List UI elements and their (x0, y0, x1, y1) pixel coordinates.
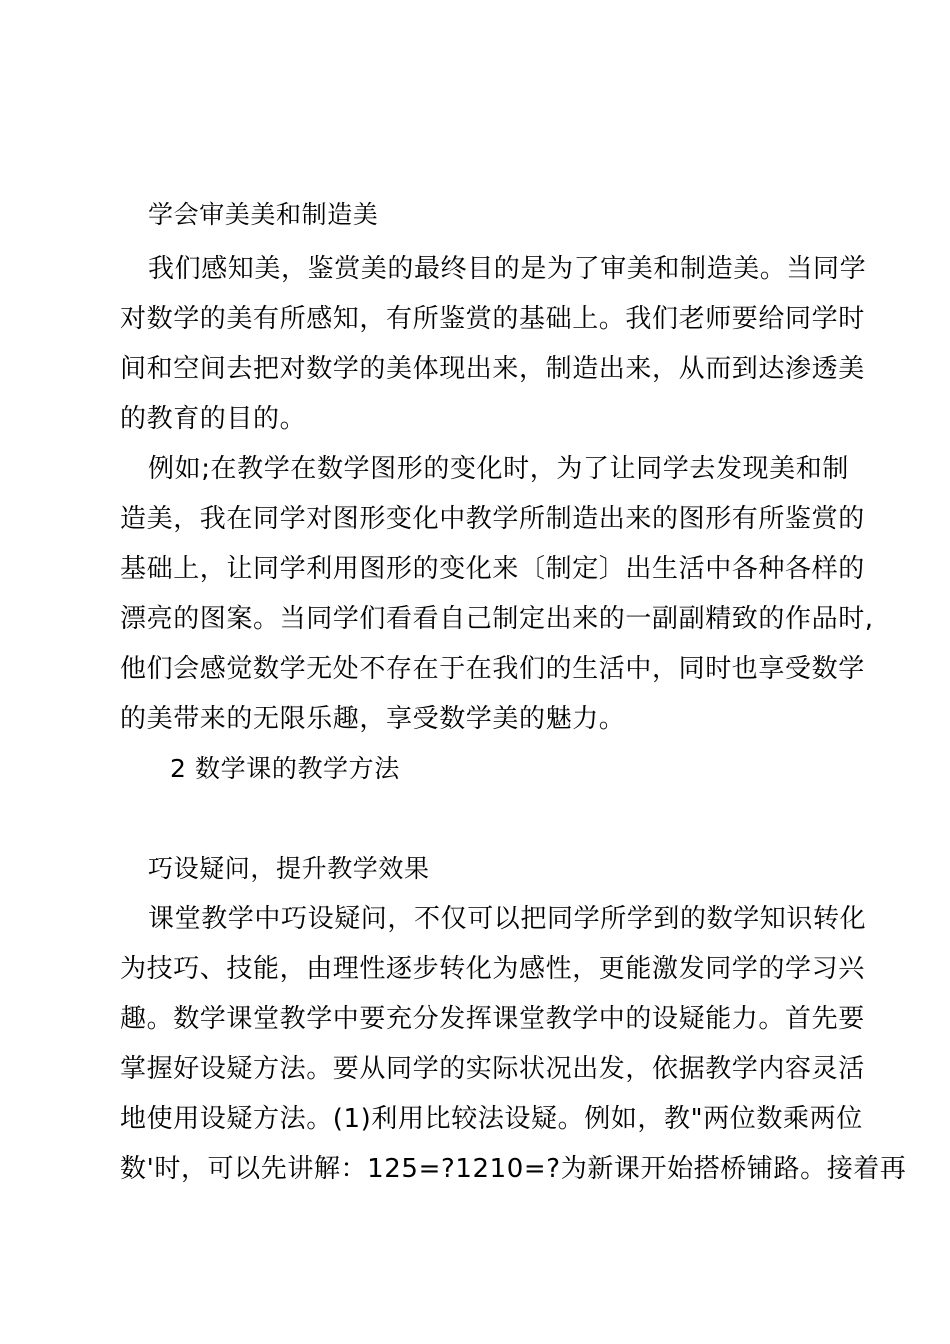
section-heading-teaching-methods: 2 数学课的教学方法 (170, 754, 400, 783)
paragraph-line: 数'时，可以先讲解：125=?1210=?为新课开始搭桥铺路。接着再 (120, 1154, 907, 1184)
paragraph-line: 的美带来的无限乐趣，享受数学美的魅力。 (120, 704, 626, 734)
paragraph-line: 趣。数学课堂教学中要充分发挥课堂教学中的设疑能力。首先要 (120, 1004, 865, 1034)
section-heading-aesthetics: 学会审美美和制造美 (148, 200, 379, 229)
paragraph-line: 漂亮的图案。当同学们看看自己制定出来的一副副精致的作品时, (120, 604, 874, 634)
paragraph-line: 他们会感觉数学无处不存在于在我们的生活中，同时也享受数学 (120, 654, 865, 684)
paragraph-line: 基础上，让同学利用图形的变化来〔制定〕出生活中各种各样的 (120, 554, 865, 584)
section-heading-questioning: 巧设疑问，提升教学效果 (148, 854, 430, 883)
paragraph-line: 为技巧、技能，由理性逐步转化为感性，更能激发同学的学习兴 (120, 954, 865, 984)
paragraph-line: 造美，我在同学对图形变化中教学所制造出来的图形有所鉴赏的 (120, 504, 865, 534)
paragraph-line: 我们感知美，鉴赏美的最终目的是为了审美和制造美。当同学 (148, 254, 867, 284)
paragraph-line: 课堂教学中巧设疑问，不仅可以把同学所学到的数学知识转化 (148, 904, 867, 934)
paragraph-line: 掌握好设疑方法。要从同学的实际状况出发，依据教学内容灵活 (120, 1054, 865, 1084)
paragraph-line: 间和空间去把对数学的美体现出来，制造出来，从而到达渗透美 (120, 354, 865, 384)
paragraph-line: 的教育的目的。 (120, 404, 307, 434)
paragraph-line: 对数学的美有所感知，有所鉴赏的基础上。我们老师要给同学时 (120, 304, 865, 334)
paragraph-line: 例如;在教学在数学图形的变化时，为了让同学去发现美和制 (148, 454, 849, 484)
paragraph-line: 地使用设疑方法。(1)利用比较法设疑。例如，教"两位数乘两位 (120, 1104, 863, 1134)
